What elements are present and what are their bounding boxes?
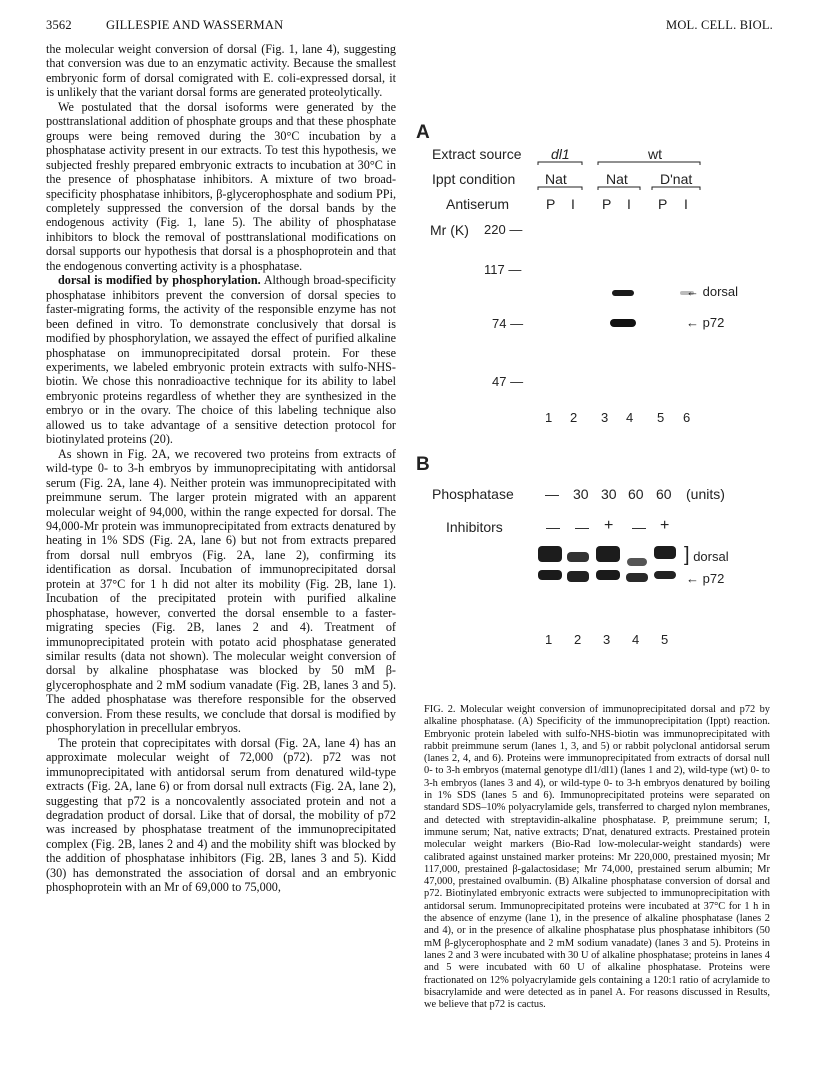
group-brackets: [0, 0, 816, 220]
units-label: (units): [686, 486, 725, 502]
gel-a-lane-2: 2: [570, 410, 578, 425]
gel-a-p72-label: [686, 315, 724, 330]
gel-b-dorsal-band-lane-3: [596, 546, 620, 562]
gel-a-dorsal-label: [686, 284, 738, 299]
gel-b-dorsal-band-lane-2: [567, 552, 589, 562]
gel-b-p72-band-lane-3: [596, 570, 620, 580]
inhibitor-lane-5: +: [660, 517, 670, 534]
marker-74-value: 74: [492, 316, 507, 331]
caption-text: Molecular weight conversion of immunoprecipitated dorsal and p72 by alkaline phosphatase. (A) Specificity of the immunoprecipitation (Ippt) reaction. Embryonic protein labeled with sulfo-NHS-biotin was immunoprecipitated with rabbit preimmune serum (lanes 1, 3, and 5) or rabbit polyclonal antidorsal serum (lanes 2, 4, and 6). Proteins were immunoprecipitated from extracts of dorsal null 0- to 3-h embryos (maternal genotype dl1/dl1) (lanes 1 and 2), wild-type (wt) 0- to 3-h embryos (lanes 3 and 4), or wild-type 0- to 3-h embryos denatured by boiling in 1% SDS (lanes 5 and 6). Immunoprecipitated proteins were separated on standard SDS–10% polyacrylamide gels, transferred to charged nylon membranes, and detected with streptavidin-alkaline phosphatase. P, preimmune serum; I, immune serum; Nat, native extracts; D'nat, denatured extracts. Prestained protein molecular weight markers (Bio-Rad low-molecular-weight standards) were calibrated against unstained marker proteins: Mr 220,000, prestained myosin; Mr 117,000, prestained β-galactosidase; Mr 74,000, prestained serum albumin; Mr 47,000, prestained ovalbumin. (B) Alkaline phosphatase conversion of dorsal and p72. Biotinylated embryonic extracts were subjected to immunoprecipitation with antidorsal serum. Immunoprecipitated proteins were incubated at 37°C for 1 h in the absence of enzyme (lane 1), in the presence of alkaline phosphatase (lanes 2 and 4), or in the presence of alkaline phosphatase plus phosphatase inhibitors (50 mM β-glycerophosphate and 2 mM sodium vanadate) (lanes 3 and 5). Proteins in lanes 2 and 3 were incubated with 30 U of alkaline phosphatase; proteins in lanes 4 and 5 were incubated with 60 U of alkaline phosphatase. Proteins were fractionated on 12% polyacrylamide gels containing a 120:1 ratio of acrylamide to bisacrylamide and were detected as in panel A. For reasons discussed in Results, we believe that p72 is cactus.: [424, 704, 770, 1011]
inhibitor-lane-2: —: [575, 519, 589, 535]
phosphatase-lane-1: —: [545, 486, 559, 502]
running-head-authors: GILLESPIE AND WASSERMAN: [106, 18, 284, 32]
phosphatase-lane-3: 30: [601, 486, 617, 502]
marker-220-value: 220: [484, 222, 506, 237]
marker-47: 47 —: [492, 374, 524, 389]
phosphatase-lane-5: 60: [656, 486, 672, 502]
gel-b-p72-text: p72: [702, 571, 725, 586]
ippt-group-1: Nat: [545, 171, 567, 187]
extract-group-dl1: dl1: [551, 146, 570, 162]
antiserum-lane-2: I: [571, 196, 575, 212]
antiserum-lane-3: P: [602, 196, 612, 212]
marker-117-value: 117: [484, 262, 505, 277]
antiserum-lane-5: P: [658, 196, 668, 212]
inhibitor-lane-4: —: [632, 519, 646, 535]
inhibitors-label: Inhibitors: [446, 519, 503, 535]
ippt-condition-label: Ippt condition: [432, 171, 516, 187]
gel-b-lane-2: 2: [574, 632, 582, 647]
gel-b-dorsal-label: [684, 544, 729, 567]
paragraph-2: We postulated that the dorsal isoforms were generated by the posttranslational addition of phosphate groups and that these phosphate groups were being removed during the 30°C incubation by a phosphatase activity present in our extracts. To test this hypothesis, we subjected freshly prepared embryonic extracts to incubation at 30°C in the presence of phosphatase inhibitors. A mixture of two broad-specificity phosphatase inhibitors, β-glycerophosphate and sodium PPi, completely suppressed the conversion of the dorsal bands by the endogenous activity (Fig. 1, lane 5). The ability of phosphatase inhibitors to block the removal of posttranslational modifications on dorsal supports our hypothesis that dorsal is a phosphoprotein and that the endogenous converting activity is a phosphatase.: [46, 99, 396, 273]
antiserum-label: Antiserum: [446, 196, 510, 212]
phosphatase-label: Phosphatase: [432, 486, 514, 502]
gel-a-lane-3: 3: [601, 410, 609, 425]
gel-b-p72-band-lane-5: [654, 571, 676, 579]
antiserum-lane-6: I: [684, 196, 688, 212]
arrow-icon: ←: [686, 571, 699, 586]
antiserum-lane-1: P: [546, 196, 556, 212]
figure-caption: [424, 704, 770, 1011]
extract-source-label: Extract source: [432, 146, 522, 162]
ippt-group-3: D'nat: [660, 171, 693, 187]
gel-a-lane-6: 6: [683, 410, 691, 425]
paragraph-3-text: Although broad-specificity phosphatase inhibitors prevent the conversion of dorsal species to faster-migrating forms, the activity of the responsible enzyme has not been defined in vitro. To demonstrate conclusively that dorsal is modified by phosphorylation, we assayed the effect of purified alkaline phosphatase on immunoprecipitated dorsal protein. For these experiments, we labeled embryonic protein extracts with sulfo-NHS-biotin. We chose this nonradioactive technique for its ability to label embryonic proteins regardless of whether they are synthesized in the embryo or in the ovary. The choice of this labeling technique also allowed us to take advantage of a sensitive detection protocol for biotinylated proteins (20).: [46, 273, 396, 447]
paragraph-1: the molecular weight conversion of dorsal (Fig. 1, lane 4), suggesting that conversion was due to an enzymatic activity. Because the smallest embryonic form of dorsal comigrated with E. coli-expressed dorsal, it is unlikely that the variant dorsal forms are generated proteolytically.: [46, 42, 396, 100]
gel-b-p72-label: [686, 571, 724, 586]
paragraph-5: The protein that coprecipitates with dorsal (Fig. 2A, lane 4) has an approximate molecular weight of 72,000 (p72). p72 was not immunoprecipitated with antidorsal serum from denatured wild-type extracts (Fig. 2A, lane 6) or from dorsal null extracts (Fig. 2A, lane 2), suggesting that p72 is a noncovalently associated protein and not a degradation product of dorsal. Like that of dorsal, the mobility of p72 was increased by phosphatase treatment of the immunoprecipitated complex (Fig. 2B, lanes 2 and 4) and the mobility shift was blocked by the addition of phosphatase inhibitors (Fig. 2B, lanes 3 and 5). Kidd (30) has demonstrated the association of dorsal and an embryonic phosphoprotein with an Mr of 69,000 to 75,000,: [46, 735, 396, 895]
gel-b-lane-1: 1: [545, 632, 553, 647]
inhibitor-lane-3: +: [604, 517, 614, 534]
paragraph-4: As shown in Fig. 2A, we recovered two proteins from extracts of wild-type 0- to 3-h embryos by immunoprecipitating with antidorsal serum (Fig. 2A, lane 4). Neither protein was immunoprecipitated with preimmune serum. The larger protein migrated with an apparent molecular weight of 94,000, within the range expected for dorsal. The 94,000-Mr protein was immunoprecipitated from extracts denatured by heating in 1% SDS (Fig. 2A, lane 6) but not from extracts prepared from dorsal null embryos (Fig. 2A, lane 2), confirming its identification as dorsal. Incubation of immunoprecipitated dorsal protein at 37°C for 1 h did not alter its mobility (Fig. 2B, lane 1). Incubation of the precipitated protein with purified alkaline phosphatase, however, converted the dorsal ensemble to a faster-migrating species (Fig. 2B, lanes 2 and 4). Treatment of immunoprecipitated protein with potato acid phosphatase generated similar results (data not shown). The molecular weight conversion of dorsal by alkaline phosphatase was blocked by 50 mM β-glycerophosphate and 2 mM sodium vanadate (Fig. 2B, lanes 3 and 5). The added phosphatase was therefore responsible for the observed conversion. From these results, we conclude that dorsal is modified by phosphorylation in precellular embryos.: [46, 446, 396, 736]
gel-b-lane-3: 3: [603, 632, 611, 647]
inhibitor-lane-1: —: [546, 519, 560, 535]
marker-74: 74 —: [492, 316, 524, 331]
gel-b-p72-band-lane-2: [567, 571, 589, 582]
gel-a-lane-4: 4: [626, 410, 634, 425]
gel-b-dorsal-text: dorsal: [693, 549, 729, 564]
bracket-icon: ]: [684, 544, 690, 566]
gel-a-p72-band-lane-4: [610, 319, 636, 327]
gel-b-dorsal-band-lane-5: [654, 546, 676, 559]
gel-a-dorsal-text: dorsal: [702, 284, 739, 299]
marker-117: 117 —: [484, 262, 522, 277]
arrow-icon: ←: [686, 315, 699, 330]
mr-axis-label: Mr (K): [430, 222, 469, 238]
gel-a-p72-text: p72: [702, 315, 725, 330]
gel-b-lane-5: 5: [661, 632, 669, 647]
gel-b-dorsal-band-lane-4: [627, 558, 647, 566]
paragraph-3: [46, 273, 396, 446]
ippt-group-2: Nat: [606, 171, 628, 187]
extract-group-wt: wt: [648, 146, 662, 162]
gel-b-dorsal-band-lane-1: [538, 546, 562, 562]
marker-47-value: 47: [492, 374, 507, 389]
panel-b-label: B: [416, 454, 430, 475]
gel-b-p72-band-lane-4: [626, 573, 648, 582]
caption-title: FIG. 2.: [424, 704, 456, 715]
gel-b-p72-band-lane-1: [538, 570, 562, 580]
phosphatase-lane-2: 30: [573, 486, 589, 502]
gel-a-lane-5: 5: [657, 410, 665, 425]
gel-a-dorsal-band-lane-4: [612, 290, 634, 296]
section-heading: dorsal is modified by phosphorylation.: [58, 273, 261, 288]
phosphatase-lane-4: 60: [628, 486, 644, 502]
running-head-journal: MOL. CELL. BIOL.: [666, 18, 774, 32]
gel-a-lane-1: 1: [545, 410, 553, 425]
panel-a-label: A: [416, 122, 430, 143]
antiserum-lane-4: I: [627, 196, 631, 212]
gel-b-lane-4: 4: [632, 632, 640, 647]
marker-220: 220 —: [484, 222, 523, 237]
page-number: 3562: [46, 18, 72, 32]
arrow-icon: ←: [686, 284, 699, 299]
